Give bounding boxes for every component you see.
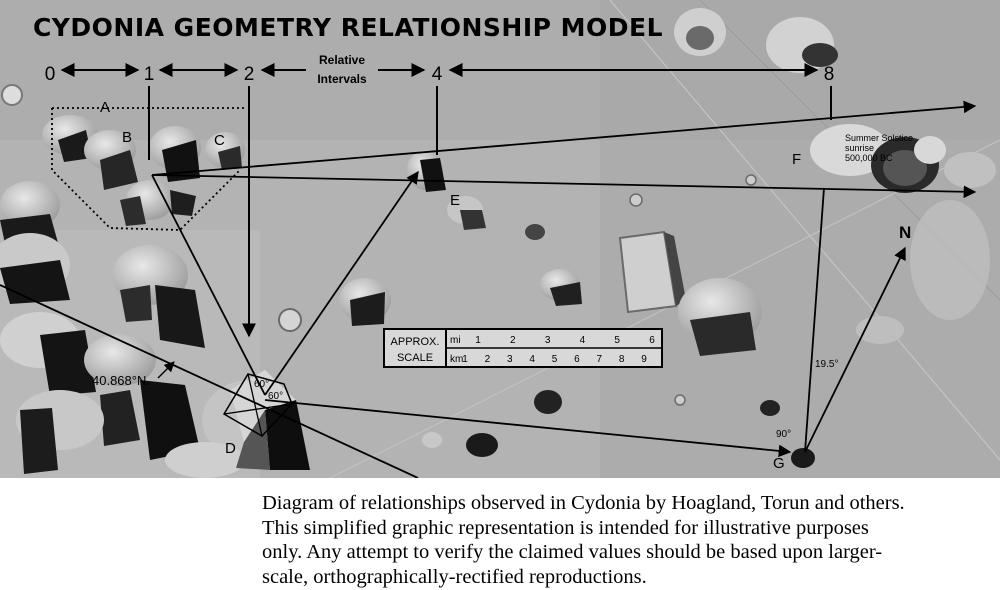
caption-line: only. Any attempt to verify the claimed values should be based upon larger- [262,541,883,563]
feature-label-b: B [122,129,133,146]
latitude-label: 40.868°N. [92,373,150,388]
interval-tick-2: 2 [243,64,255,85]
scale-km-value: 3 [506,354,513,365]
caption [262,491,997,589]
feature-label-g: G [773,455,785,472]
scale-label-approx: APPROX. [390,336,440,348]
scale-label-scale: SCALE [396,352,434,364]
angle-g-top: 19.5° [815,359,839,370]
feature-label-d: D [225,440,236,457]
scale-mi-value: 3 [544,335,551,346]
approx-scale-box [384,329,662,367]
scale-km-value: 8 [618,354,625,365]
caption-line: This simplified graphic representation is intended for illustrative purposes [262,516,869,539]
scale-mi-value: 1 [475,335,481,346]
scale-km-value: 5 [551,354,558,365]
summer-solstice-line1: Summer Solstice [845,133,914,143]
scale-mi-value: 4 [579,335,586,346]
scale-km-value: 2 [484,354,491,365]
interval-tick-0: 0 [44,64,56,85]
interval-tick-8: 8 [823,64,835,85]
scale-mi-value: 2 [510,335,516,346]
relative-intervals-label-1: Relative [318,53,366,67]
feature-label-a: A [100,99,111,116]
scale-mi-value: 5 [614,335,620,346]
scale-km-value: 6 [574,354,580,365]
summer-solstice-line2: sunrise [845,143,875,153]
feature-label-e: E [450,192,461,209]
scale-mi-unit: mi [450,335,461,346]
feature-label-f: F [792,151,802,168]
interval-tick-1: 1 [143,64,155,85]
scale-km-unit: km [450,354,464,365]
caption-line: Diagram of relationships observed in Cydonia by Hoagland, Torun and others. [262,492,905,514]
scale-km-value: 7 [596,354,603,365]
summer-solstice-line3: 500,000 BC [845,153,893,163]
angle-d-right: 60° [268,391,284,402]
scale-km-value: 4 [529,354,535,365]
scale-km-value: 9 [641,354,647,365]
interval-tick-4: 4 [431,64,443,85]
north-label: N [899,223,912,242]
diagram-title: CYDONIA GEOMETRY RELATIONSHIP MODEL [32,13,664,42]
angle-g-right: 90° [776,429,792,440]
scale-km-value: 1 [462,354,468,365]
angle-d-top: 60° [254,379,270,390]
scale-mi-value: 6 [649,335,655,346]
relative-intervals-label-2: Intervals [317,72,367,86]
feature-label-c: C [214,132,225,149]
caption-line: scale, orthographically-rectified reproductions. [262,565,647,588]
